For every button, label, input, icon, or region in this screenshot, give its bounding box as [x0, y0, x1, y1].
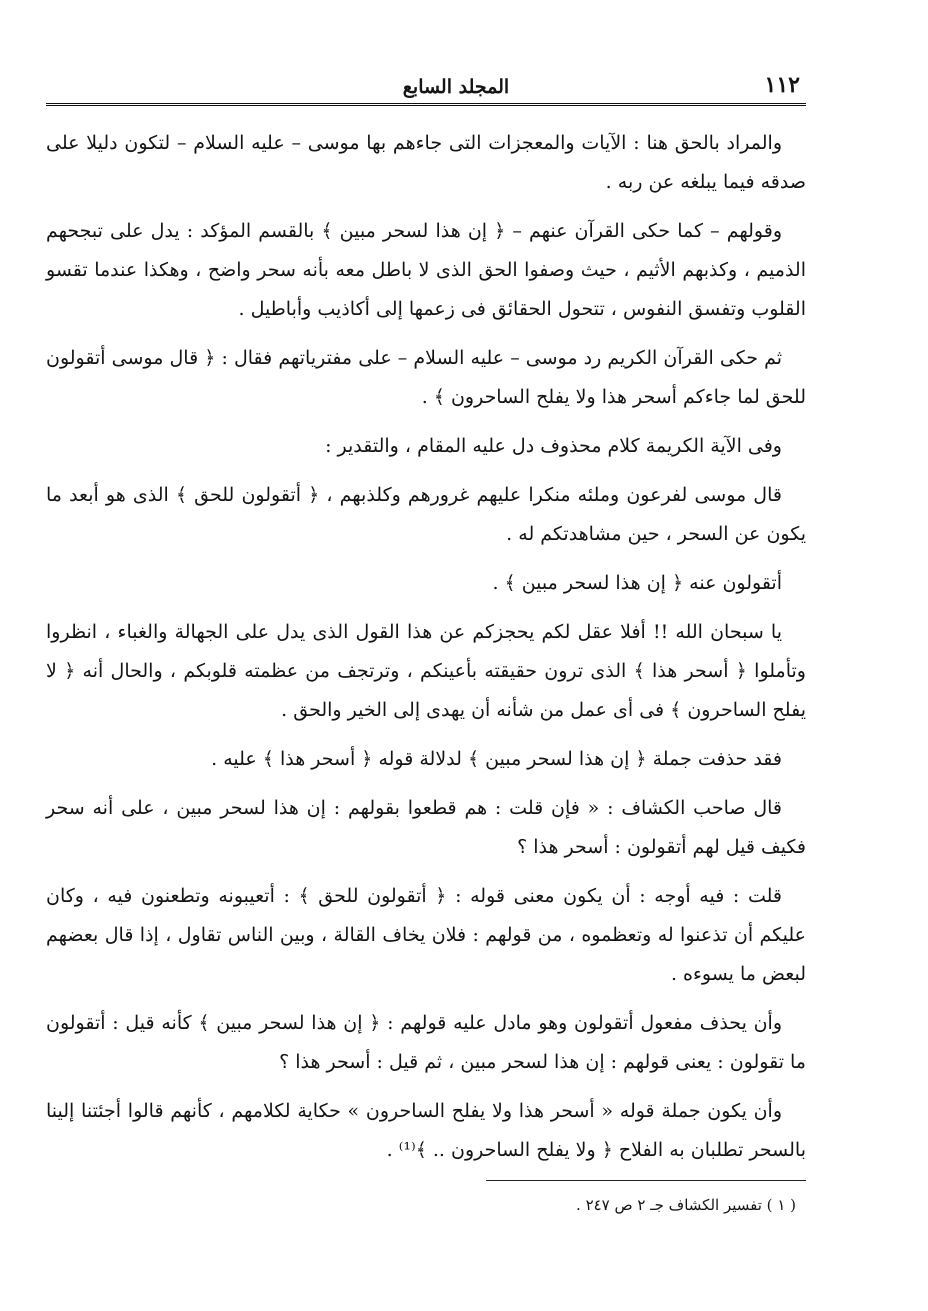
- paragraph: يا سبحان الله !! أفلا عقل لكم يحجزكم عن هذا القول الذى يدل على الجهالة والغباء ، انظروا وتأملوا ﴿ أسحر هذا ﴾ الذى ترون حقيقته بأعينكم ، وترتجف من عظمته قلوبكم ، والحال أنه ﴿ لا يفلح الساحرون ﴾ فى أى عمل من شأنه أن يهدى إلى الخير والحق .: [46, 621, 806, 721]
- footnote: ( ١ ) تفسير الكشاف جـ ٢ ص ٢٤٧ .: [576, 1196, 796, 1214]
- paragraph: وفى الآية الكريمة كلام محذوف دل عليه المقام ، والتقدير :: [325, 435, 782, 457]
- paragraph: والمراد بالحق هنا : الآيات والمعجزات التى جاءهم بها موسى – عليه السلام – لتكون دليلا على صدقه فيما يبلغه عن ربه .: [46, 132, 806, 193]
- page-number: ١١٢: [764, 72, 800, 98]
- footnote-rule: [486, 1180, 806, 1181]
- paragraph: وقولهم – كما حكى القرآن عنهم – ﴿ إن هذا لسحر مبين ﴾ بالقسم المؤكد : يدل على تبجحهم الذميم ، وكذبهم الأثيم ، حيث وصفوا الحق الذى لا باطل معه بأنه سحر واضح ، وهكذا عندما تقسو القلوب وتفسق النفوس ، تتحول الحقائق فى زعمها إلى أكاذيب وأباطيل .: [46, 220, 806, 320]
- paragraph: أتقولون عنه ﴿ إن هذا لسحر مبين ﴾ .: [492, 572, 782, 594]
- paragraph: قال صاحب الكشاف : « فإن قلت : هم قطعوا بقولهم : إن هذا لسحر مبين ، على أنه سحر فكيف قيل لهم أتقولون : أسحر هذا ؟: [46, 797, 806, 858]
- paragraph: قال موسى لفرعون وملئه منكرا عليهم غرورهم وكلذبهم ، ﴿ أتقولون للحق ﴾ الذى هو أبعد ما يكون عن السحر ، حين مشاهدتكم له .: [46, 484, 806, 545]
- paragraph: وأن يكون جملة قوله « أسحر هذا ولا يفلح الساحرون » حكاية لكلامهم ، كأنهم قالوا أجئتنا إلينا بالسحر تطلبان به الفلاح ﴿ ولا يفلح الساحرون .. ﴾⁽¹⁾ .: [46, 1100, 806, 1161]
- paragraph: ثم حكى القرآن الكريم رد موسى – عليه السلام – على مفترياتهم فقال : ﴿ قال موسى أتقولون للحق لما جاءكم أسحر هذا ولا يفلح الساحرون ﴾ .: [46, 347, 806, 408]
- page-header: [46, 62, 806, 106]
- body-text: [46, 124, 806, 1180]
- volume-title: المجلد السابع: [402, 76, 510, 98]
- paragraph: قلت : فيه أوجه : أن يكون معنى قوله : ﴿ أتقولون للحق ﴾ : أتعيبونه وتطعنون فيه ، وكان عليكم أن تذعنوا له وتعظموه ، من قولهم : فلان يخاف القالة ، وبين الناس تقاول ، إذا قال بعضهم لبعض ما يسوءه .: [46, 885, 806, 985]
- paragraph: وأن يحذف مفعول أتقولون وهو مادل عليه قولهم : ﴿ إن هذا لسحر مبين ﴾ كأنه قيل : أتقولون ما تقولون : يعنى قولهم : إن هذا لسحر مبين ، ثم قيل : أسحر هذا ؟: [46, 1012, 806, 1073]
- paragraph: فقد حذفت جملة ﴿ إن هذا لسحر مبين ﴾ لدلالة قوله ﴿ أسحر هذا ﴾ عليه .: [211, 748, 782, 770]
- header-rule: [46, 103, 806, 106]
